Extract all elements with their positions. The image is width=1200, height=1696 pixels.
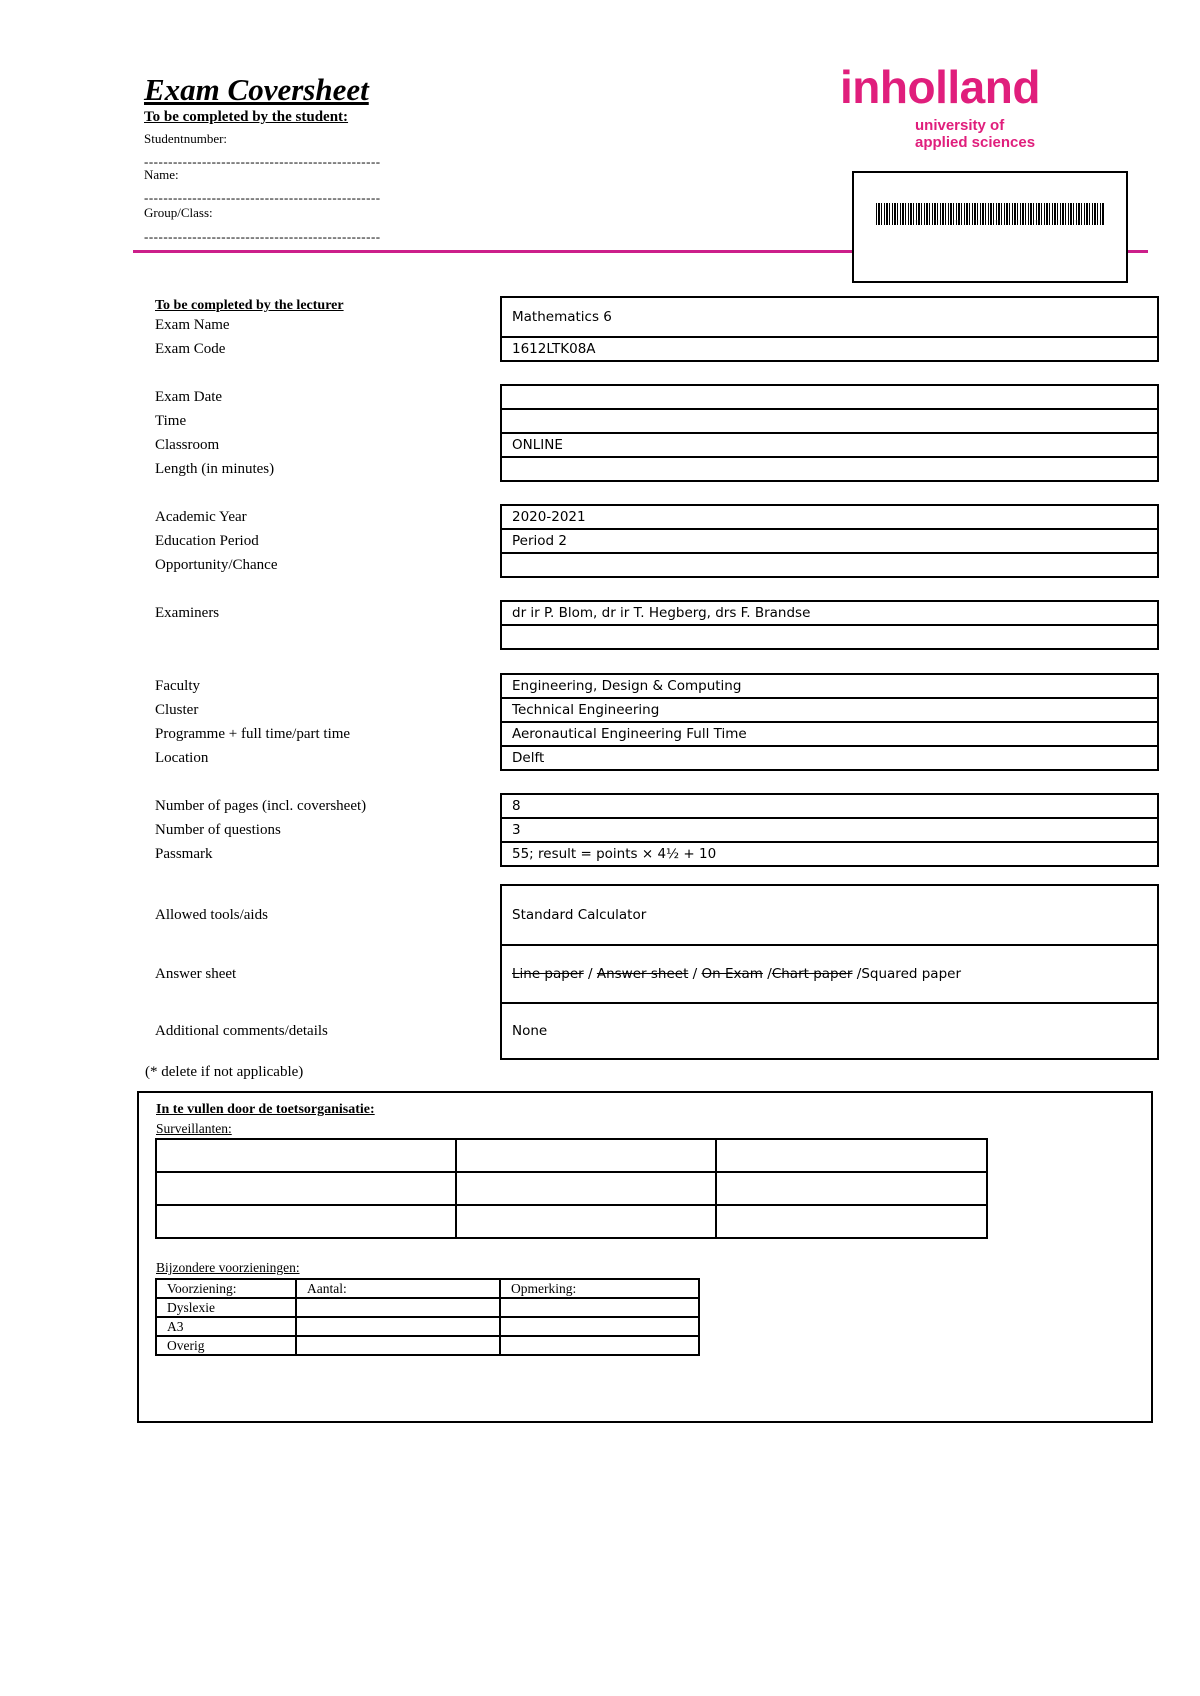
barcode-box — [852, 171, 1128, 283]
facilities-header-cell: Voorziening: — [156, 1279, 296, 1298]
surveillant-cell[interactable] — [716, 1172, 987, 1205]
group-class-label: Group/Class: — [144, 205, 213, 220]
location-field[interactable]: Delft — [500, 745, 1159, 771]
cluster-field[interactable]: Technical Engineering — [500, 697, 1159, 723]
student-heading: To be completed by the student: — [144, 109, 349, 125]
exam-code-label: Exam Code — [155, 341, 226, 357]
surveillant-cell[interactable] — [156, 1139, 456, 1172]
academic-year-field[interactable]: 2020-2021 — [500, 504, 1159, 530]
passmark-field[interactable]: 55; result = points × 4½ + 10 — [500, 841, 1159, 867]
academic-year-label: Academic Year — [155, 509, 247, 525]
classroom-label: Classroom — [155, 437, 220, 453]
surveillants-label: Surveillanten: — [156, 1121, 232, 1136]
facility-name: A3 — [156, 1317, 296, 1336]
surveillant-cell[interactable] — [456, 1139, 716, 1172]
classroom-field[interactable]: ONLINE — [500, 432, 1159, 458]
facilities-header-cell: Opmerking: — [500, 1279, 699, 1298]
exam-date-label: Exam Date — [155, 389, 223, 405]
footnote: (* delete if not applicable) — [145, 1064, 304, 1080]
inholland-logo: inholland — [840, 61, 1040, 113]
surveillant-cell[interactable] — [156, 1205, 456, 1238]
answer-sheet-field[interactable] — [500, 944, 1159, 1004]
opportunity-field[interactable] — [500, 552, 1159, 578]
facility-remark-cell[interactable] — [500, 1317, 699, 1336]
group-class-line[interactable]: ------------------------------------------------- — [144, 229, 381, 244]
answer-sep: / — [588, 966, 593, 982]
questions-field[interactable]: 3 — [500, 817, 1159, 843]
programme-field[interactable]: Aeronautical Engineering Full Time — [500, 721, 1159, 747]
pages-label: Number of pages (incl. coversheet) — [155, 798, 367, 814]
organisation-heading: In te vullen door de toetsorganisatie: — [156, 1102, 375, 1117]
facilities-header-cell: Aantal: — [296, 1279, 500, 1298]
answer-sep: / — [692, 966, 698, 982]
answer-option-line-paper[interactable]: Line paper — [512, 966, 584, 982]
name-label: Name: — [144, 167, 179, 182]
facility-amount-cell[interactable] — [296, 1336, 500, 1355]
facilities-table — [155, 1278, 700, 1356]
answer-sheet-label: Answer sheet — [155, 966, 237, 982]
time-field[interactable] — [500, 408, 1159, 434]
table-row — [156, 1317, 699, 1336]
facility-remark-cell[interactable] — [500, 1298, 699, 1317]
table-row — [156, 1139, 987, 1172]
location-label: Location — [155, 750, 209, 766]
surveillant-cell[interactable] — [716, 1139, 987, 1172]
pages-field[interactable]: 8 — [500, 793, 1159, 819]
name-line[interactable]: ------------------------------------------------- — [144, 190, 381, 205]
education-period-field[interactable]: Period 2 — [500, 528, 1159, 554]
surveillants-table — [155, 1138, 988, 1239]
cluster-label: Cluster — [155, 702, 199, 718]
barcode-icon — [876, 203, 1104, 225]
exam-name-field[interactable]: Mathematics 6 — [500, 296, 1159, 338]
answer-option-chart-paper[interactable]: Chart paper — [771, 966, 853, 982]
answer-option-squared-paper[interactable]: Squared paper — [861, 966, 961, 982]
tools-field[interactable]: Standard Calculator — [500, 884, 1159, 946]
logo-line-2: applied sciences — [915, 134, 1036, 151]
examiners-label: Examiners — [155, 605, 220, 621]
table-row — [156, 1172, 987, 1205]
passmark-label: Passmark — [155, 846, 213, 862]
facility-name: Dyslexie — [156, 1298, 296, 1317]
questions-label: Number of questions — [155, 822, 281, 838]
length-field[interactable] — [500, 456, 1159, 482]
answer-option-on-exam[interactable]: On Exam — [701, 966, 763, 982]
surveillant-cell[interactable] — [456, 1205, 716, 1238]
tools-label: Allowed tools/aids — [155, 907, 268, 923]
table-row — [156, 1279, 699, 1298]
opportunity-label: Opportunity/Chance — [155, 557, 278, 573]
answer-option-answer-sheet[interactable]: Answer sheet — [596, 966, 689, 982]
answer-sep: / — [856, 966, 862, 982]
facility-name: Overig — [156, 1336, 296, 1355]
length-label: Length (in minutes) — [155, 461, 275, 477]
examiners-field[interactable]: dr ir P. Blom, dr ir T. Hegberg, drs F. Brandse — [500, 600, 1159, 626]
page-title: Exam Coversheet — [144, 72, 369, 107]
table-row — [156, 1298, 699, 1317]
facility-amount-cell[interactable] — [296, 1298, 500, 1317]
logo-line-1: university of — [915, 117, 1005, 134]
examiners-extra-field[interactable] — [500, 624, 1159, 650]
exam-name-label: Exam Name — [155, 317, 230, 333]
exam-date-field[interactable] — [500, 384, 1159, 410]
comments-field[interactable]: None — [500, 1002, 1159, 1060]
comments-label: Additional comments/details — [155, 1023, 328, 1039]
exam-code-field[interactable]: 1612LTK08A — [500, 336, 1159, 362]
surveillant-cell[interactable] — [716, 1205, 987, 1238]
education-period-label: Education Period — [155, 533, 259, 549]
faculty-field[interactable]: Engineering, Design & Computing — [500, 673, 1159, 699]
faculty-label: Faculty — [155, 678, 200, 694]
time-label: Time — [155, 413, 187, 429]
lecturer-heading: To be completed by the lecturer — [155, 298, 344, 313]
table-row — [156, 1336, 699, 1355]
surveillant-cell[interactable] — [156, 1172, 456, 1205]
facility-remark-cell[interactable] — [500, 1336, 699, 1355]
table-row — [156, 1205, 987, 1238]
studentnumber-line[interactable]: ------------------------------------------------- — [144, 154, 381, 169]
organisation-box — [137, 1091, 1153, 1423]
answer-sep: / — [767, 966, 772, 982]
programme-label: Programme + full time/part time — [155, 726, 351, 742]
facilities-label: Bijzondere voorzieningen: — [156, 1260, 300, 1275]
studentnumber-label: Studentnumber: — [144, 131, 228, 146]
surveillant-cell[interactable] — [456, 1172, 716, 1205]
facility-amount-cell[interactable] — [296, 1317, 500, 1336]
